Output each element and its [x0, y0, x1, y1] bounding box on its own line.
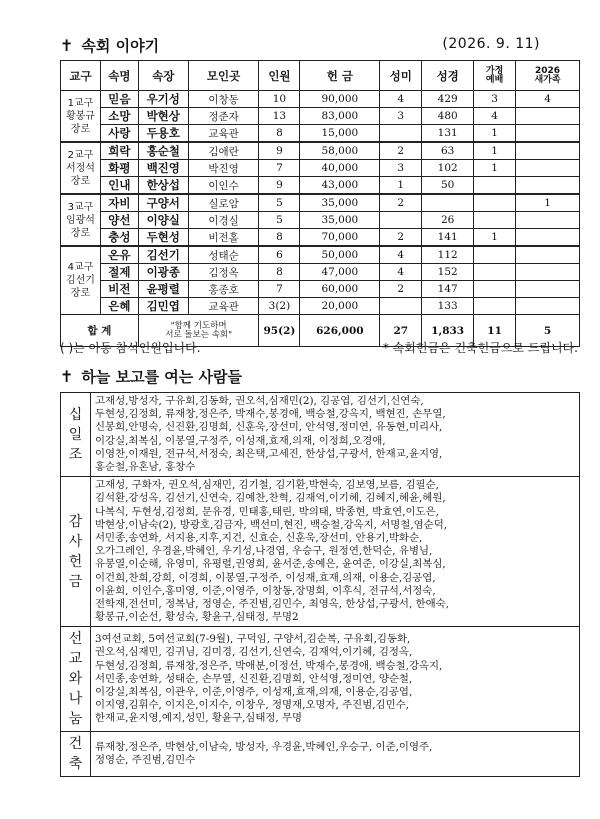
donor-category-line: 조 — [68, 446, 83, 463]
sok-name-cell: 인내 — [100, 177, 138, 195]
sung-cell: 102 — [422, 160, 474, 177]
newfam-cell — [516, 229, 580, 247]
donor-names-line: 김석환,강성옥, 김선기,신연숙, 김예찬,찬혁, 김재억,이기혜, 김혜지,혜윤,혜원, — [95, 492, 446, 505]
donor-names-line: 황봉규,이순선, 황성숙, 황윤구,심태정, 무명2 — [95, 611, 299, 624]
sung-cell: 480 — [422, 108, 474, 125]
donor-names-line: 이건희,찬희,강희, 이경희, 이봉열,구정주, 이성재,효재,의재, 이용순,김공엽, — [95, 571, 436, 584]
meeting-table — [60, 60, 580, 347]
gyogu-cell — [61, 194, 101, 246]
total-count: 95(2) — [259, 315, 300, 347]
count-cell: 3(2) — [259, 298, 300, 315]
donor-names-line: 오가그레인, 우경윤,박혜인, 우기성,나경엽, 우승구, 원정연,한덕순, 유병님, — [95, 545, 433, 558]
count-cell: 5 — [259, 194, 300, 212]
sok-name-cell: 화평 — [100, 160, 138, 177]
table-row — [61, 212, 580, 229]
donor-names-line: 유봉열,이순해, 유영미, 유평렬,권영희, 윤서준,송예은, 윤여준, 이강실,최복심, — [95, 558, 446, 571]
donor-names-cell — [91, 393, 580, 477]
newfam-cell — [516, 212, 580, 229]
money-cell: 35,000 — [300, 212, 380, 229]
money-cell: 47,000 — [300, 264, 380, 281]
header-family-visit — [474, 61, 516, 91]
donor-names-line: 이강실,최복심, 이관우, 이준,이영주, 이성재,효재,의재, 이용순,김공엽, — [95, 686, 413, 699]
table-row — [61, 229, 580, 247]
count-cell: 7 — [259, 160, 300, 177]
donor-names-line: 나복식, 두현성,김정희, 문유경, 민태홍,태린, 박의태, 박종현, 박효연,이도은, — [95, 505, 439, 518]
newfam-cell — [516, 281, 580, 298]
table-header-row — [61, 61, 580, 91]
money-cell: 58,000 — [300, 142, 380, 160]
bible-cell: 1 — [380, 177, 422, 195]
gyogu-line: 임광석 — [65, 214, 95, 226]
sung-cell: 133 — [422, 298, 474, 315]
donor-table-body — [61, 393, 580, 777]
sok-name-cell: 자비 — [100, 194, 138, 212]
bible-cell: 3 — [380, 108, 422, 125]
place-cell: 홍종호 — [188, 281, 259, 298]
donor-category-line: 십 — [68, 406, 83, 423]
bible-cell: 4 — [380, 91, 422, 108]
sung-cell: 112 — [422, 246, 474, 264]
donor-category-line: 나눔 — [68, 691, 83, 728]
place-cell: 성태순 — [188, 246, 259, 264]
gyogu-line: 김선기 — [65, 275, 95, 286]
visit-cell — [474, 281, 516, 298]
gyogu-cell — [61, 91, 101, 143]
newfam-cell — [516, 264, 580, 281]
money-cell: 15,000 — [300, 125, 380, 143]
sok-leader-cell: 구양서 — [138, 194, 188, 212]
sok-name-cell: 충성 — [100, 229, 138, 247]
donor-row — [61, 627, 580, 732]
donor-names-line: 고재성,방성자, 구유회,김동화, 권오석,심재민(2), 김공엽, 김선기,신연숙, — [95, 395, 424, 407]
bible-cell — [380, 298, 422, 315]
visit-cell: 4 — [474, 108, 516, 125]
visit-cell: 3 — [474, 91, 516, 108]
place-cell: 이창동 — [188, 91, 259, 108]
donor-names-line: 홍순철,유혼남, 홍창수 — [95, 461, 196, 474]
footnote-children: ( )는 아동 참석인원입니다. — [60, 341, 201, 355]
donor-names-line: 고재성, 구화자, 권오석,심재민, 김기철, 김기환,박현숙, 김보영,보름, 김필순, — [95, 479, 439, 492]
donor-category-line: 건축 — [68, 736, 83, 773]
donor-category-line: 와 — [68, 671, 83, 688]
sok-name-cell: 믿음 — [100, 91, 138, 108]
visit-cell — [474, 212, 516, 229]
total-motto-line2: 서로 돌보는 속회" — [165, 329, 233, 340]
table-row — [61, 91, 580, 108]
sung-cell: 63 — [422, 142, 474, 160]
sung-cell: 141 — [422, 229, 474, 247]
bible-cell: 2 — [380, 142, 422, 160]
section-title-text: 속회 이야기 — [81, 37, 160, 55]
visit-cell: 1 — [474, 142, 516, 160]
total-bible: 27 — [380, 315, 422, 347]
gyogu-line: 1교구 — [67, 97, 94, 109]
sok-name-cell: 절제 — [100, 264, 138, 281]
header-family-visit-line2: 예배 — [485, 74, 504, 85]
count-cell: 5 — [259, 212, 300, 229]
sok-leader-cell: 윤평렬 — [138, 281, 188, 298]
gyogu-line: 장로 — [70, 123, 91, 135]
place-cell: 비전홀 — [188, 229, 259, 247]
sok-name-cell: 희락 — [100, 142, 138, 160]
money-cell: 35,000 — [300, 194, 380, 212]
place-cell: 정준자 — [188, 108, 259, 125]
gyogu-line: 황봉규 — [65, 110, 95, 122]
section-title-meetings — [60, 35, 159, 56]
newfam-cell — [516, 108, 580, 125]
donor-names-line: 정영순, 주진범,김민수 — [95, 754, 196, 767]
newfam-cell — [516, 298, 580, 315]
donor-row — [61, 477, 580, 627]
count-cell: 7 — [259, 281, 300, 298]
money-cell: 60,000 — [300, 281, 380, 298]
count-cell: 8 — [259, 229, 300, 247]
donor-category-line: 헌 — [68, 553, 83, 570]
money-cell: 20,000 — [300, 298, 380, 315]
donor-category-cell — [61, 732, 91, 777]
gyogu-cell — [61, 246, 101, 315]
donor-category-line: 사 — [68, 533, 83, 550]
donor-names-line: 박현상,이남숙(2), 방광호,김금자, 백선미,현진, 백승철,강옥지, 서명철,염순덕, — [95, 518, 448, 531]
money-cell: 90,000 — [300, 91, 380, 108]
donor-names-line: 이영찬,이재원, 전규석,서정숙, 최은택,고세진, 한상섭,구광서, 한재교,윤지영, — [95, 447, 443, 460]
donor-names-line: 두현성,김정희, 류재창,정은주, 박애분,이정선, 박재수,봉경애, 백승철,강옥지, — [95, 659, 443, 672]
bible-cell: 3 — [380, 160, 422, 177]
sok-leader-cell: 박현상 — [138, 108, 188, 125]
count-cell: 13 — [259, 108, 300, 125]
section-title-donors — [60, 366, 242, 387]
donor-names-line: 신봉희,안명숙, 신진환,김명희, 신훈욱,장선미, 안석영,정미연, 유동현,미리사, — [95, 421, 443, 434]
place-cell: 교육관 — [188, 125, 259, 143]
gyogu-line: 2교구 — [67, 149, 94, 161]
donor-category-line: 선교 — [68, 631, 83, 668]
sok-name-cell: 온유 — [100, 246, 138, 264]
header-bible: 성미 — [380, 61, 422, 91]
gyogu-line: 장로 — [70, 288, 91, 299]
donor-names-line: 전학재,전선미, 정복남, 정영순, 주진범,김민수, 최영옥, 한상섭,구광서, 한애숙, — [95, 598, 449, 611]
total-sung: 1,833 — [422, 315, 474, 347]
header-new-family-line1: 2026 — [535, 65, 561, 76]
header-new-family-line2: 새가족 — [534, 74, 561, 85]
table-row — [61, 298, 580, 315]
sung-cell: 147 — [422, 281, 474, 298]
sok-leader-cell: 김선기 — [138, 246, 188, 264]
sok-leader-cell: 백진영 — [138, 160, 188, 177]
place-cell: 이경실 — [188, 212, 259, 229]
count-cell: 8 — [259, 125, 300, 143]
donor-names-line: 권오석,심재민, 김귀님, 김미경, 김선기,신연숙, 김재억,이기혜, 김정옥, — [95, 646, 413, 659]
donor-names-line: 두현성,김정희, 류재창,정은주, 박재수,봉경애, 백승철,강옥지, 백현진, 손무열, — [95, 408, 446, 421]
money-cell: 50,000 — [300, 246, 380, 264]
sok-leader-cell: 우기성 — [138, 91, 188, 108]
sok-leader-cell: 홍순철 — [138, 142, 188, 160]
newfam-cell — [516, 160, 580, 177]
newfam-cell — [516, 125, 580, 143]
gyogu-line: 장로 — [70, 175, 91, 187]
donor-names-line: 이윤희, 이인수,홍미영, 이준,이영주, 이창동,장명희, 이후식, 전규석,서정숙, — [95, 584, 436, 597]
table-row — [61, 246, 580, 264]
place-cell: 김애란 — [188, 142, 259, 160]
bible-cell — [380, 125, 422, 143]
donor-category-line: 감 — [68, 513, 83, 530]
sok-name-cell: 사랑 — [100, 125, 138, 143]
table-row — [61, 108, 580, 125]
sung-cell: 50 — [422, 177, 474, 195]
count-cell: 9 — [259, 142, 300, 160]
donor-names-line: 이지영,김휘수, 이지은,이지수, 이창우, 정명재,오명자, 주진범,김민수, — [95, 699, 409, 712]
newfam-cell: 4 — [516, 91, 580, 108]
sung-cell — [422, 194, 474, 212]
count-cell: 9 — [259, 177, 300, 195]
header-new-family — [516, 61, 580, 91]
visit-cell: 1 — [474, 125, 516, 143]
gyogu-line: 서정석 — [65, 162, 95, 174]
place-cell: 박진영 — [188, 160, 259, 177]
total-money: 626,000 — [300, 315, 380, 347]
donor-names-cell — [91, 732, 580, 777]
meeting-table-body — [61, 91, 580, 315]
bible-cell: 2 — [380, 281, 422, 298]
sok-leader-cell: 두현성 — [138, 229, 188, 247]
sok-leader-cell: 한상섭 — [138, 177, 188, 195]
table-row — [61, 160, 580, 177]
footnote-offering: * 속회헌금은 건축헌금으로 드립니다. — [382, 341, 578, 355]
money-cell: 70,000 — [300, 229, 380, 247]
header-sokmyeong: 속명 — [100, 61, 138, 91]
donor-names-line: 이강실,최복심, 이봉열,구정주, 이성재,효재,의재, 이정희,오경애, — [95, 434, 386, 447]
count-cell: 10 — [259, 91, 300, 108]
sok-leader-cell: 이양실 — [138, 212, 188, 229]
sung-cell: 131 — [422, 125, 474, 143]
donor-names-line: 서민종,송연화, 성태순, 손무열, 신진환,김명희, 안석영,정미연, 양순철, — [95, 672, 413, 685]
donor-table — [60, 392, 580, 777]
gyogu-line: 3교구 — [67, 201, 94, 213]
header-money: 헌 금 — [300, 61, 380, 91]
header-count: 인원 — [259, 61, 300, 91]
donor-category-line: 일 — [68, 426, 83, 443]
place-cell: 교육관 — [188, 298, 259, 315]
sok-name-cell: 비전 — [100, 281, 138, 298]
donor-names-line: 류재창,정은주, 박현상,이남숙, 방성자, 우경윤,박혜인,우승구, 이준,이영주, — [95, 741, 433, 754]
donor-category-cell — [61, 393, 91, 477]
sok-name-cell: 은혜 — [100, 298, 138, 315]
header-sung: 성경 — [422, 61, 474, 91]
visit-cell — [474, 246, 516, 264]
table-row — [61, 142, 580, 160]
table-row — [61, 281, 580, 298]
cross-icon: ✝ — [60, 36, 74, 55]
total-visit: 11 — [474, 315, 516, 347]
bible-cell: 2 — [380, 229, 422, 247]
table-row — [61, 125, 580, 143]
header-family-visit-line1: 가정 — [485, 65, 504, 76]
donor-category-cell — [61, 627, 91, 732]
newfam-cell: 1 — [516, 194, 580, 212]
table-row — [61, 177, 580, 195]
count-cell: 6 — [259, 246, 300, 264]
place-cell: 김정옥 — [188, 264, 259, 281]
header-sokjang: 속장 — [138, 61, 188, 91]
sung-cell: 152 — [422, 264, 474, 281]
header-gyogu: 교구 — [61, 61, 101, 91]
place-cell: 실로암 — [188, 194, 259, 212]
count-cell: 8 — [259, 264, 300, 281]
visit-cell — [474, 177, 516, 195]
header-place: 모인곳 — [188, 61, 259, 91]
bible-cell: 4 — [380, 264, 422, 281]
sung-cell: 26 — [422, 212, 474, 229]
donor-names-line: 한재교,윤지영,예지,성민, 황윤구,심태정, 무명 — [95, 712, 303, 725]
donor-category-cell — [61, 477, 91, 627]
place-cell: 이인수 — [188, 177, 259, 195]
gyogu-cell — [61, 142, 101, 194]
money-cell: 43,000 — [300, 177, 380, 195]
money-cell: 83,000 — [300, 108, 380, 125]
bible-cell — [380, 212, 422, 229]
donor-names-cell — [91, 627, 580, 732]
newfam-cell — [516, 177, 580, 195]
total-newfam: 5 — [516, 315, 580, 347]
newfam-cell — [516, 142, 580, 160]
gyogu-line: 장로 — [70, 227, 91, 239]
total-motto-line1: "함께 기도하며 — [170, 320, 227, 331]
sok-name-cell: 양선 — [100, 212, 138, 229]
visit-cell — [474, 264, 516, 281]
donor-names-line: 서민종,송연화, 서지용,지후,지건, 신효순, 신훈욱,장선미, 안용기,박화순, — [95, 532, 423, 545]
report-date: (2026. 9. 11) — [442, 36, 540, 52]
cross-icon: ✝ — [60, 367, 74, 386]
donor-row — [61, 393, 580, 477]
money-cell: 40,000 — [300, 160, 380, 177]
sung-cell: 429 — [422, 91, 474, 108]
sok-name-cell: 소망 — [100, 108, 138, 125]
donor-row — [61, 732, 580, 777]
bible-cell: 4 — [380, 246, 422, 264]
table-row — [61, 264, 580, 281]
visit-cell — [474, 194, 516, 212]
table-row — [61, 194, 580, 212]
section-title-text: 하늘 보고를 여는 사람들 — [81, 368, 242, 386]
bible-cell: 2 — [380, 194, 422, 212]
total-label: 합 계 — [61, 315, 139, 347]
donor-names-cell — [91, 477, 580, 627]
visit-cell: 1 — [474, 229, 516, 247]
gyogu-line: 4교구 — [67, 262, 94, 273]
visit-cell: 1 — [474, 160, 516, 177]
donor-category-line: 금 — [68, 573, 83, 590]
sok-leader-cell: 두용호 — [138, 125, 188, 143]
donor-names-line: 3여선교회, 5여선교회(7-9월), 구덕임, 구양서,김순복, 구유회,김동화, — [95, 633, 411, 646]
sok-leader-cell: 이광종 — [138, 264, 188, 281]
visit-cell — [474, 298, 516, 315]
newfam-cell — [516, 246, 580, 264]
sok-leader-cell: 김민엽 — [138, 298, 188, 315]
